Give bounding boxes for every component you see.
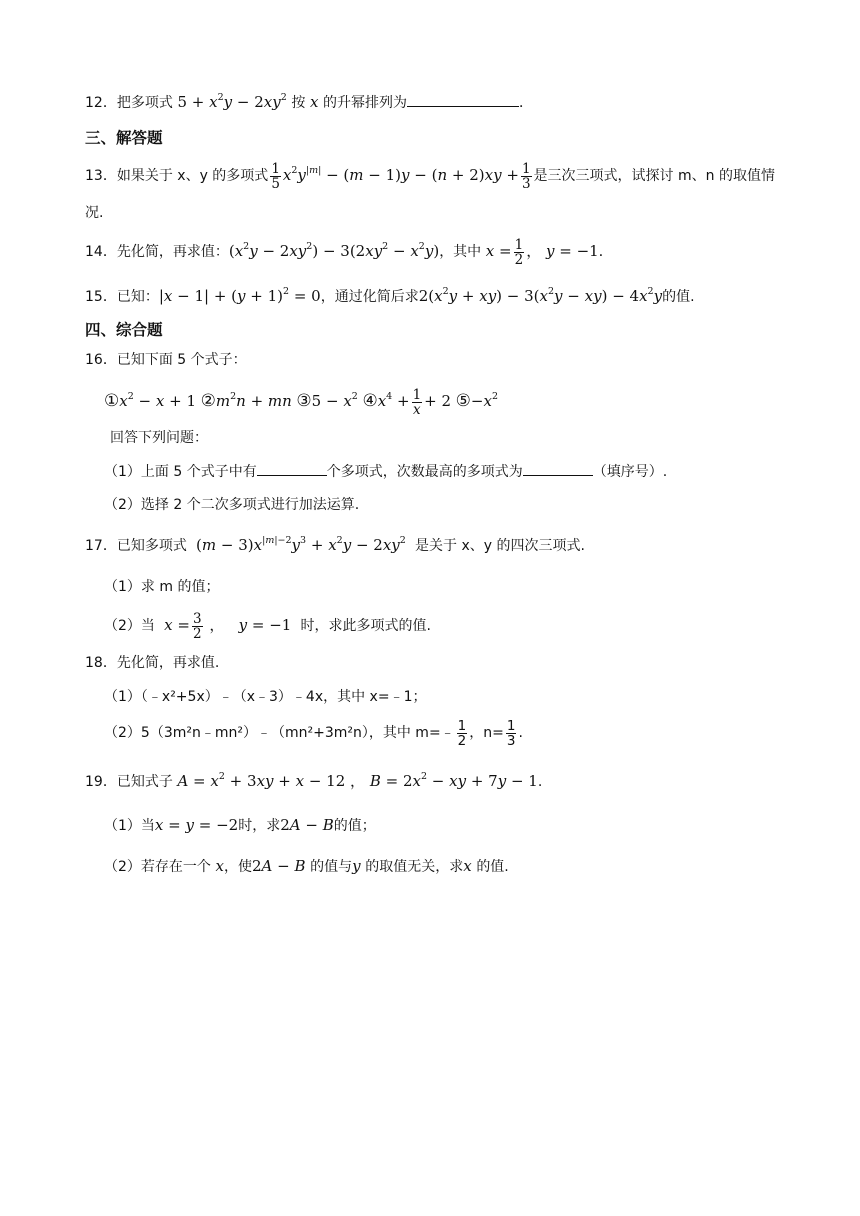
circled-number-4: ④ [362, 391, 378, 411]
question-text: 的值与 [310, 859, 353, 875]
question-text: 时，求此多项式的值. [300, 618, 431, 634]
fraction: $\frac{3}{2}$ [192, 610, 202, 642]
answer-blank [523, 461, 593, 476]
question-text: ，使 [224, 859, 252, 875]
question-12 [85, 92, 533, 115]
question-text: 是关于 x、y 的四次三项式. [415, 538, 585, 554]
question-17-part-1: （1）求 m 的值； [104, 579, 220, 595]
question-17 [85, 535, 585, 558]
question-text: 已知式子 [116, 774, 173, 790]
question-19-part-2 [104, 856, 509, 877]
question-text: （2）当 [104, 618, 155, 634]
math-expression: x = [164, 616, 190, 634]
question-prompt: 回答下列问题： [110, 430, 208, 446]
punctuation: ． [519, 95, 534, 111]
question-text: ，n= [469, 725, 504, 741]
question-text: 时，求 [238, 818, 281, 834]
question-text: 如果关于 x、y 的多项式 [116, 168, 269, 184]
question-18-part-1: （1）（﹣x²+5x）﹣（x﹣3）﹣4x，其中 x=﹣1； [104, 689, 427, 705]
math-expression: $A = x^2 + 3xy + x - 12$ ， $B = 2x^2$ − xy + 7y − 1 [177, 771, 538, 790]
question-19-part-1 [104, 815, 376, 836]
question-text: （2）5（3m²n﹣mn²）﹣（mn²+3m²n），其中 m=﹣ [104, 725, 455, 741]
punctuation: . [518, 725, 523, 741]
circled-number-5: ⑤ [455, 391, 471, 411]
variable: x [215, 857, 224, 875]
question-13 [85, 160, 775, 193]
question-number: 12． [85, 95, 117, 111]
math-expression: x = y = −2 [154, 816, 239, 834]
question-text: 的取值无关，求 [365, 859, 464, 875]
question-text: （1）上面 5 个式子中有 [104, 464, 257, 480]
question-text: 先化简，再求值. [116, 655, 220, 671]
question-text: 的值. [662, 289, 695, 305]
math-expression: ， y = −1 [526, 242, 599, 260]
question-text: 的值； [333, 818, 376, 834]
math-expression: $(x^2y - 2xy^2) - 3(2xy^2 - x^2y)$ [228, 241, 440, 260]
question-text: 个多项式，次数最高的多项式为 [326, 464, 523, 480]
math-expression: $x^2 - x + 1$ [119, 391, 196, 410]
math-expression: x = [485, 242, 512, 260]
question-text: 的值. [476, 859, 509, 875]
question-14 [85, 236, 613, 269]
expression-list [104, 384, 498, 421]
question-text: （填序号）. [592, 464, 668, 480]
fraction: $\frac{1}{3}$ [521, 160, 531, 192]
question-number: 17． [85, 538, 117, 554]
circled-number-2: ② [200, 391, 216, 411]
question-text: 按 [291, 95, 306, 111]
section-heading: 四、综合题 [85, 321, 163, 339]
math-expression: $(m - 3)x^{|m|-2}y^3 + x^2y - 2xy^2$ [196, 535, 406, 554]
math-expression: $m^2n$ + mn [215, 391, 292, 410]
question-text: 先化简，再求值： [116, 244, 229, 260]
question-18-part-2 [104, 716, 523, 750]
question-text: 是三次三项式，试探讨 m、n 的取值情 [533, 168, 775, 184]
circled-number-1: ① [104, 391, 120, 411]
math-expression: $-x^2$ [470, 391, 498, 410]
math-expression: 2A − B [252, 857, 306, 875]
fraction: $\frac{1}{5}$ [271, 160, 280, 192]
question-number: 15． [85, 289, 117, 305]
question-number: 14． [85, 244, 117, 260]
question-text: 已知下面 5 个式子： [116, 352, 247, 368]
question-number: 16． [85, 352, 117, 368]
math-expression: $2(x^2y + xy) - 3(x^2y - xy) - 4x^2y$ [418, 286, 663, 305]
math-expression: $|x - 1| + (y + 1)^2 = 0$ [158, 286, 321, 305]
question-text: 的升幂排列为 [323, 95, 408, 111]
math-expression: $5 - x^2$ [311, 391, 358, 410]
question-text: （1）当 [104, 818, 155, 834]
question-number: 18． [85, 655, 117, 671]
fraction: $\frac{1}{3}$ [506, 717, 516, 749]
punctuation: . [537, 774, 543, 790]
math-expression: $5 + x^2y - 2xy^2$ [177, 92, 287, 111]
variable: y [352, 857, 361, 875]
question-text: （2）若存在一个 [104, 859, 211, 875]
fraction: $\frac{1}{x}$ [412, 386, 422, 418]
math-expression: $x^4$ + [377, 391, 410, 410]
question-text: ，通过化简后求 [320, 289, 419, 305]
question-number: 13． [85, 168, 117, 184]
punctuation: ． [598, 244, 613, 260]
answer-blank [407, 92, 519, 107]
section-heading: 三、解答题 [85, 129, 163, 147]
math-expression: + 2 [424, 392, 452, 410]
fraction: $\frac{1}{2}$ [514, 236, 524, 268]
circled-number-3: ③ [296, 391, 312, 411]
question-text: 已知： [116, 289, 159, 305]
question-16-part-2: （2）选择 2 个二次多项式进行加法运算. [104, 497, 360, 513]
fraction: $\frac{1}{2}$ [457, 717, 467, 749]
math-expression: 2A − B [280, 816, 334, 834]
question-13-continued: 况. [85, 205, 104, 221]
question-text: 把多项式 [116, 95, 173, 111]
question-16-part-1 [104, 461, 667, 482]
question-number: 19． [85, 774, 117, 790]
question-text: ，其中 [439, 244, 482, 260]
question-text: 已知多项式 [116, 538, 187, 554]
variable: x [309, 93, 319, 111]
question-16 [85, 350, 247, 370]
answer-blank [257, 461, 327, 476]
math-expression: ， y = −1 [204, 616, 292, 634]
question-19 [85, 771, 542, 794]
question-18 [85, 653, 219, 673]
math-expression: $x^2y^{|m|} - (m - 1)y - (n + 2)xy$ + [282, 165, 519, 184]
question-17-part-2 [104, 608, 431, 643]
variable: x [463, 857, 472, 875]
question-15 [85, 286, 695, 309]
